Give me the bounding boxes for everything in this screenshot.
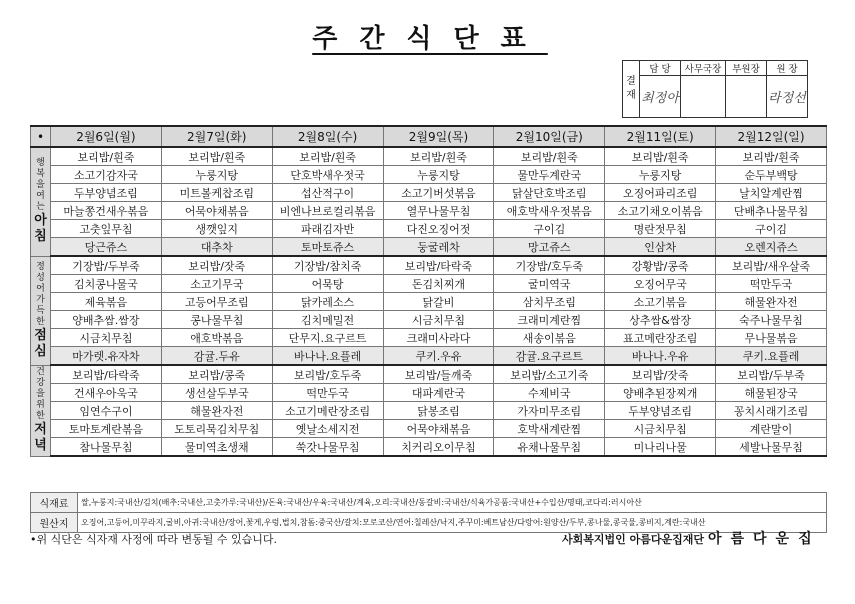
menu-cell: 바나나.우유 xyxy=(605,347,716,366)
approval-signature: 라정선 xyxy=(767,76,808,118)
day-header: 2월10일(금) xyxy=(494,126,605,147)
menu-cell: 계란말이 xyxy=(716,420,827,438)
day-header: 2월7일(화) xyxy=(161,126,272,147)
menu-cell: 보리밥/새우살죽 xyxy=(716,256,827,275)
origin-line: 쌀,누룽지:국내산/김치(배추:국내산,고춧가루:국내산)/돈육:국내산/우육:국내산/계육,오리:국내산/동갈비:국내산/식육가공품:국내산+수입산/명태,코다리:러시아산 xyxy=(78,493,827,513)
menu-cell: 보리밥/두부죽 xyxy=(716,365,827,384)
meal-label xyxy=(31,365,51,456)
menu-cell: 제육볶음 xyxy=(51,293,162,311)
menu-cell: 기장밥/호두죽 xyxy=(494,256,605,275)
menu-row xyxy=(31,347,827,366)
menu-row xyxy=(31,293,827,311)
menu-cell: 마늘쫑건새우볶음 xyxy=(51,202,162,220)
day-header: 2월12일(일) xyxy=(716,126,827,147)
menu-cell: 표고메란장조림 xyxy=(605,329,716,347)
menu-cell: 순두부백탕 xyxy=(716,166,827,184)
menu-cell: 꽁치시래기조림 xyxy=(716,402,827,420)
menu-cell: 인삼차 xyxy=(605,238,716,257)
notice-text: •위 식단은 식자재 사정에 따라 변동될 수 있습니다. xyxy=(30,533,277,546)
menu-row xyxy=(31,402,827,420)
menu-cell: 보리밥/흰죽 xyxy=(161,147,272,166)
menu-cell: 강황밥/콩죽 xyxy=(605,256,716,275)
menu-row xyxy=(31,147,827,166)
menu-cell: 떡만두국 xyxy=(716,275,827,293)
menu-cell: 오징어파리조림 xyxy=(605,184,716,202)
menu-cell: 상추쌈&쌈장 xyxy=(605,311,716,329)
organization-name xyxy=(562,528,821,548)
menu-cell: 감귤.두유 xyxy=(161,347,272,366)
menu-cell: 시금치무침 xyxy=(605,420,716,438)
menu-cell: 해물완자전 xyxy=(161,402,272,420)
approval-box xyxy=(622,60,808,118)
menu-cell: 당근쥬스 xyxy=(51,238,162,257)
approval-signature xyxy=(681,76,726,118)
menu-cell: 돈김치찌개 xyxy=(383,275,494,293)
menu-cell: 닭살단호박조림 xyxy=(494,184,605,202)
approval-header: 사무국장 xyxy=(681,61,726,76)
menu-cell: 구이김 xyxy=(494,220,605,238)
menu-cell: 어묵야채볶음 xyxy=(383,420,494,438)
menu-row xyxy=(31,329,827,347)
menu-cell: 비엔나브로컬리볶음 xyxy=(272,202,383,220)
origin-table xyxy=(30,492,827,533)
menu-cell: 임연수구이 xyxy=(51,402,162,420)
menu-row xyxy=(31,238,827,257)
menu-cell: 보리밥/흰죽 xyxy=(605,147,716,166)
menu-cell: 어묵탕 xyxy=(272,275,383,293)
menu-cell: 단배추나물무침 xyxy=(716,202,827,220)
menu-cell: 김치메밀전 xyxy=(272,311,383,329)
menu-cell: 수제비국 xyxy=(494,384,605,402)
menu-cell: 건새우아욱국 xyxy=(51,384,162,402)
menu-cell: 두부양념조림 xyxy=(605,402,716,420)
menu-cell: 닭갈비 xyxy=(383,293,494,311)
origin-line: 오징어,고등어,미꾸라지,굴비,아귀:국내산/장어,꽃게,우렁,법치,참돔:중국산/갈치:모로코산/연어:칠레산/낙지,주꾸미:베트남산/다랑어:원양산/두부,콩나물,콩국물,콩비지,계란:국내산 xyxy=(78,513,827,533)
menu-cell: 시금치무침 xyxy=(383,311,494,329)
menu-row xyxy=(31,202,827,220)
menu-cell: 호박새계란찜 xyxy=(494,420,605,438)
menu-cell: 크래미계란찜 xyxy=(494,311,605,329)
menu-table xyxy=(30,125,827,457)
menu-cell: 단무지.요구르트 xyxy=(272,329,383,347)
menu-cell: 해물완자전 xyxy=(716,293,827,311)
menu-cell: 해물된장국 xyxy=(716,384,827,402)
menu-cell: 크래미사라다 xyxy=(383,329,494,347)
approval-signature xyxy=(726,76,767,118)
menu-cell: 도토리묵김치무침 xyxy=(161,420,272,438)
menu-row xyxy=(31,256,827,275)
menu-cell: 닭카레소스 xyxy=(272,293,383,311)
menu-cell: 콩나물무침 xyxy=(161,311,272,329)
menu-cell: 보리밥/들깨죽 xyxy=(383,365,494,384)
menu-cell: 생깻잎지 xyxy=(161,220,272,238)
menu-cell: 굴미역국 xyxy=(494,275,605,293)
menu-cell: 양배추쌈.쌈장 xyxy=(51,311,162,329)
menu-cell: 소고기무국 xyxy=(161,275,272,293)
menu-cell: 시금치무침 xyxy=(51,329,162,347)
meal-sublabel: 건강을위한 xyxy=(36,367,45,421)
menu-cell: 쑥갓나물무침 xyxy=(272,438,383,457)
menu-cell: 참나물무침 xyxy=(51,438,162,457)
menu-cell: 떡만두국 xyxy=(272,384,383,402)
day-header: 2월8일(수) xyxy=(272,126,383,147)
menu-cell: 바나나.요플레 xyxy=(272,347,383,366)
menu-cell: 감귤.요구르트 xyxy=(494,347,605,366)
organization-short-name: 아름다운집 xyxy=(707,531,821,547)
menu-cell: 보리밥/흰죽 xyxy=(383,147,494,166)
menu-row xyxy=(31,184,827,202)
menu-cell: 치커리오이무침 xyxy=(383,438,494,457)
menu-cell: 김치콩나물국 xyxy=(51,275,162,293)
menu-cell: 대파계란국 xyxy=(383,384,494,402)
menu-cell: 대추차 xyxy=(161,238,272,257)
menu-cell: 섭산적구이 xyxy=(272,184,383,202)
origin-label: 원산지 xyxy=(31,513,78,533)
meal-sublabel: 정성어가득한 xyxy=(36,261,45,327)
menu-cell: 소고기볶음 xyxy=(605,293,716,311)
menu-cell: 삼치무조림 xyxy=(494,293,605,311)
menu-cell: 보리밥/잣죽 xyxy=(161,256,272,275)
menu-cell: 유채나물무침 xyxy=(494,438,605,457)
corner-cell: • xyxy=(31,126,51,147)
menu-cell: 명란젓무침 xyxy=(605,220,716,238)
day-header: 2월6일(월) xyxy=(51,126,162,147)
menu-cell: 고등어무조림 xyxy=(161,293,272,311)
day-header: 2월11일(토) xyxy=(605,126,716,147)
meal-sublabel: 행복을여는 xyxy=(36,158,45,213)
meal-name: 아침 xyxy=(34,213,47,245)
menu-cell: 보리밥/타락죽 xyxy=(51,365,162,384)
menu-row xyxy=(31,311,827,329)
menu-row xyxy=(31,220,827,238)
menu-cell: 오징어무국 xyxy=(605,275,716,293)
menu-cell: 마가렛.유자차 xyxy=(51,347,162,366)
menu-cell: 소고기버섯볶음 xyxy=(383,184,494,202)
menu-cell: 보리밥/흰죽 xyxy=(494,147,605,166)
menu-cell: 망고쥬스 xyxy=(494,238,605,257)
approval-header: 담 당 xyxy=(640,61,681,76)
menu-cell: 둥굴레차 xyxy=(383,238,494,257)
menu-cell: 쿠키.요플레 xyxy=(716,347,827,366)
menu-cell: 다진오징어젓 xyxy=(383,220,494,238)
page-title: 주간식단표 xyxy=(312,24,548,54)
menu-cell: 닭봉조림 xyxy=(383,402,494,420)
menu-cell: 양배추된장찌개 xyxy=(605,384,716,402)
menu-cell: 두부양념조림 xyxy=(51,184,162,202)
menu-row xyxy=(31,384,827,402)
menu-cell: 세발나물무침 xyxy=(716,438,827,457)
approval-header: 원 장 xyxy=(767,61,808,76)
menu-cell: 보리밥/잣죽 xyxy=(605,365,716,384)
day-header: 2월9일(목) xyxy=(383,126,494,147)
meal-name: 점심 xyxy=(34,327,47,359)
menu-cell: 새송이볶음 xyxy=(494,329,605,347)
meal-label xyxy=(31,256,51,365)
origin-label: 식재료 xyxy=(31,493,78,513)
menu-row xyxy=(31,420,827,438)
menu-cell: 보리밥/흰죽 xyxy=(51,147,162,166)
menu-cell: 쿠키.우유 xyxy=(383,347,494,366)
menu-row xyxy=(31,166,827,184)
menu-cell: 기장밥/두부죽 xyxy=(51,256,162,275)
menu-row xyxy=(31,365,827,384)
menu-cell: 어묵야채볶음 xyxy=(161,202,272,220)
menu-cell: 토마토쥬스 xyxy=(272,238,383,257)
menu-cell: 생선살두부국 xyxy=(161,384,272,402)
organization-prefix: 사회복지법인 아름다운집재단 xyxy=(562,533,704,546)
menu-cell: 구이김 xyxy=(716,220,827,238)
menu-cell: 누룽지탕 xyxy=(161,166,272,184)
menu-cell: 보리밥/콩죽 xyxy=(161,365,272,384)
menu-cell: 열무나물무침 xyxy=(383,202,494,220)
menu-cell: 물미역초생채 xyxy=(161,438,272,457)
menu-cell: 가자미무조림 xyxy=(494,402,605,420)
menu-cell: 무나물볶음 xyxy=(716,329,827,347)
menu-cell: 소고기채오이볶음 xyxy=(605,202,716,220)
menu-row xyxy=(31,275,827,293)
menu-cell: 날치알계란찜 xyxy=(716,184,827,202)
menu-cell: 보리밥/타락죽 xyxy=(383,256,494,275)
menu-cell: 옛날소세지전 xyxy=(272,420,383,438)
menu-cell: 보리밥/호두죽 xyxy=(272,365,383,384)
meal-label xyxy=(31,147,51,256)
menu-cell: 오렌지쥬스 xyxy=(716,238,827,257)
menu-cell: 고춧잎무침 xyxy=(51,220,162,238)
approval-header: 부원장 xyxy=(726,61,767,76)
menu-cell: 토마토계란볶음 xyxy=(51,420,162,438)
approval-label: 결재 xyxy=(623,61,640,118)
menu-row xyxy=(31,438,827,457)
menu-cell: 미트볼케찹조림 xyxy=(161,184,272,202)
menu-cell: 숙주나물무침 xyxy=(716,311,827,329)
menu-cell: 파래김자반 xyxy=(272,220,383,238)
menu-cell: 애호박새우젓볶음 xyxy=(494,202,605,220)
menu-cell: 소고기감자국 xyxy=(51,166,162,184)
menu-cell: 보리밥/흰죽 xyxy=(272,147,383,166)
menu-cell: 미나리나물 xyxy=(605,438,716,457)
day-header-row xyxy=(31,126,827,147)
menu-cell: 애호박볶음 xyxy=(161,329,272,347)
approval-signature: 최정아 xyxy=(640,76,681,118)
menu-cell: 보리밥/흰죽 xyxy=(716,147,827,166)
menu-cell: 보리밥/소고기죽 xyxy=(494,365,605,384)
menu-cell: 기장밥/참치죽 xyxy=(272,256,383,275)
menu-cell: 누룽지탕 xyxy=(383,166,494,184)
menu-cell: 단호박새우젓국 xyxy=(272,166,383,184)
menu-cell: 소고기메란장조림 xyxy=(272,402,383,420)
menu-cell: 누룽지탕 xyxy=(605,166,716,184)
menu-cell: 물만두계란국 xyxy=(494,166,605,184)
meal-name: 저녁 xyxy=(34,422,47,453)
